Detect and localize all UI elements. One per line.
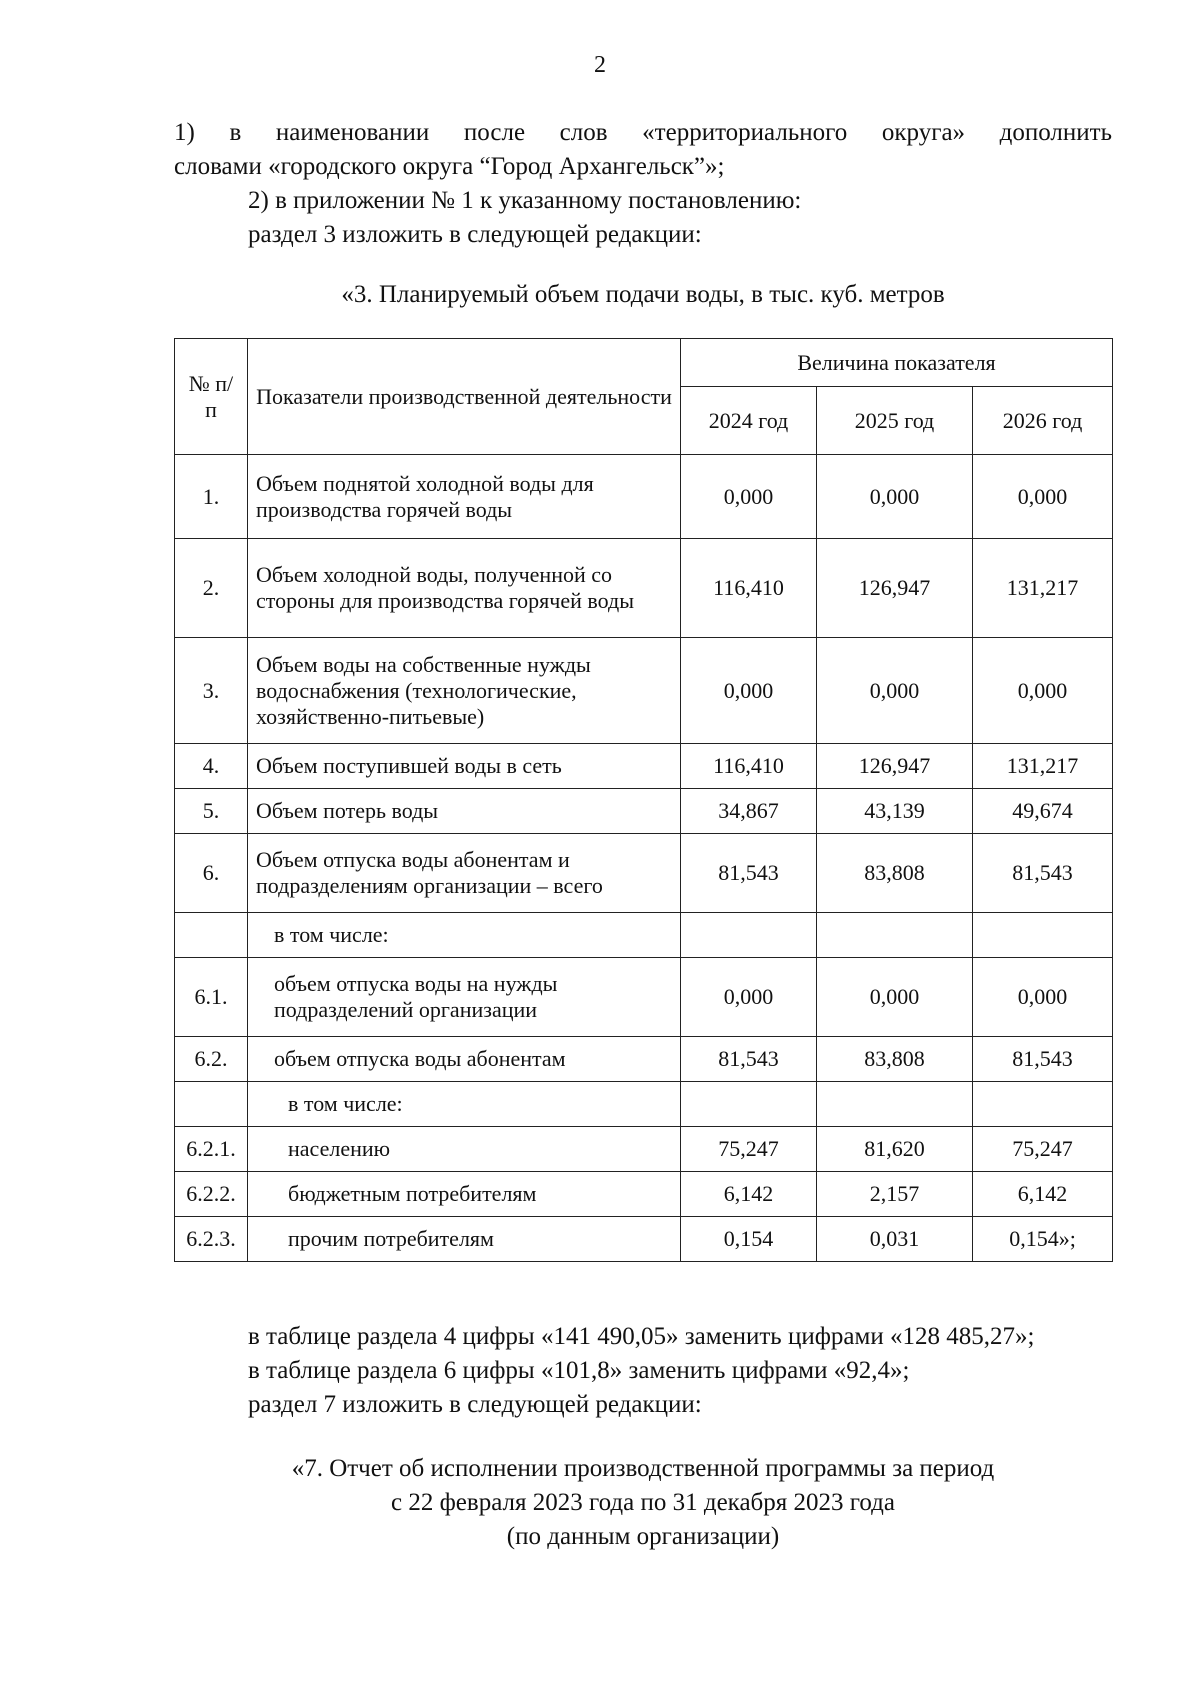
row-value-2024: 116,410 — [681, 744, 817, 789]
header-year: 2026 год — [973, 387, 1113, 455]
header-num: № п/п — [175, 339, 248, 455]
row-num: 6.1. — [175, 958, 248, 1037]
page-number: 2 — [594, 52, 606, 78]
row-value-2025: 0,000 — [817, 638, 973, 744]
after-table-line2: в таблице раздела 6 цифры «101,8» заменить цифрами «92,4»; — [248, 1357, 910, 1384]
table-row — [175, 744, 1113, 789]
row-indicator: Объем воды на собственные нужды водоснабжения (технологические, хозяйственно-питьевые) — [248, 638, 681, 744]
row-value-2025: 0,031 — [817, 1217, 973, 1262]
section7-title-line3: (по данным организации) — [506, 1523, 780, 1550]
row-value-2024: 0,000 — [681, 958, 817, 1037]
section7-title-line2: с 22 февраля 2023 года по 31 декабря 2023 года — [391, 1489, 895, 1516]
row-value-2026: 131,217 — [973, 744, 1113, 789]
intro-item1-line1: 1) в наименовании после слов «территориального округа» дополнить — [174, 119, 1112, 146]
table-row — [175, 834, 1113, 913]
row-num: 2. — [175, 539, 248, 638]
row-value-2025: 126,947 — [817, 744, 973, 789]
header-year: 2024 год — [681, 387, 817, 455]
row-value-2025: 0,000 — [817, 455, 973, 539]
row-value-2026 — [973, 1082, 1113, 1127]
table-row — [175, 638, 1113, 744]
row-value-2024 — [681, 1082, 817, 1127]
row-num: 6.2.3. — [175, 1217, 248, 1262]
intro-item1-line2: словами «городского округа “Город Архангельск”»; — [174, 153, 725, 180]
row-value-2025: 83,808 — [817, 834, 973, 913]
row-value-2026: 0,000 — [973, 958, 1113, 1037]
table-row — [175, 455, 1113, 539]
row-indicator: в том числе: — [248, 1082, 681, 1127]
row-num: 6.2.1. — [175, 1127, 248, 1172]
row-value-2026: 0,000 — [973, 455, 1113, 539]
table-row — [175, 1037, 1113, 1082]
table-row — [175, 1217, 1113, 1262]
row-num: 5. — [175, 789, 248, 834]
row-indicator: в том числе: — [248, 913, 681, 958]
row-value-2025: 43,139 — [817, 789, 973, 834]
row-value-2026: 131,217 — [973, 539, 1113, 638]
row-value-2025: 2,157 — [817, 1172, 973, 1217]
row-value-2024: 116,410 — [681, 539, 817, 638]
row-value-2025: 83,808 — [817, 1037, 973, 1082]
table-row — [175, 789, 1113, 834]
row-value-2024: 81,543 — [681, 834, 817, 913]
table-row — [175, 1082, 1113, 1127]
intro-item2: 2) в приложении № 1 к указанному постановлению: — [248, 187, 802, 214]
row-value-2024: 81,543 — [681, 1037, 817, 1082]
row-value-2025 — [817, 913, 973, 958]
row-num: 4. — [175, 744, 248, 789]
row-indicator: прочим потребителям — [248, 1217, 681, 1262]
water-supply-table — [174, 338, 1113, 1262]
row-value-2026: 0,154»; — [973, 1217, 1113, 1262]
row-value-2024 — [681, 913, 817, 958]
row-indicator: Объем холодной воды, полученной со стороны для производства горячей воды — [248, 539, 681, 638]
row-indicator: бюджетным потребителям — [248, 1172, 681, 1217]
section3-title: «3. Планируемый объем подачи воды, в тыс. куб. метров — [341, 281, 945, 308]
row-num: 6.2. — [175, 1037, 248, 1082]
table-row — [175, 539, 1113, 638]
table-row — [175, 913, 1113, 958]
row-num — [175, 913, 248, 958]
row-indicator: населению — [248, 1127, 681, 1172]
row-value-2024: 75,247 — [681, 1127, 817, 1172]
row-value-2026: 6,142 — [973, 1172, 1113, 1217]
row-num: 6.2.2. — [175, 1172, 248, 1217]
header-indicator: Показатели производственной деятельности — [248, 339, 681, 455]
row-value-2026: 0,000 — [973, 638, 1113, 744]
header-year: 2025 год — [817, 387, 973, 455]
row-value-2025: 81,620 — [817, 1127, 973, 1172]
table-row — [175, 1172, 1113, 1217]
row-value-2025 — [817, 1082, 973, 1127]
row-value-2024: 34,867 — [681, 789, 817, 834]
row-indicator: Объем потерь воды — [248, 789, 681, 834]
row-num: 1. — [175, 455, 248, 539]
header-value-group: Величина показателя — [681, 339, 1113, 387]
row-indicator: объем отпуска воды на нужды подразделений организации — [248, 958, 681, 1037]
row-value-2026 — [973, 913, 1113, 958]
row-value-2026: 81,543 — [973, 834, 1113, 913]
row-value-2025: 126,947 — [817, 539, 973, 638]
row-value-2026: 49,674 — [973, 789, 1113, 834]
after-table-line1: в таблице раздела 4 цифры «141 490,05» заменить цифрами «128 485,27»; — [248, 1323, 1035, 1350]
row-indicator: Объем поднятой холодной воды для производства горячей воды — [248, 455, 681, 539]
row-value-2025: 0,000 — [817, 958, 973, 1037]
row-value-2026: 81,543 — [973, 1037, 1113, 1082]
row-indicator: объем отпуска воды абонентам — [248, 1037, 681, 1082]
row-value-2024: 6,142 — [681, 1172, 817, 1217]
row-value-2024: 0,154 — [681, 1217, 817, 1262]
row-num — [175, 1082, 248, 1127]
after-table-line3: раздел 7 изложить в следующей редакции: — [248, 1391, 702, 1418]
row-indicator: Объем отпуска воды абонентам и подразделениям организации – всего — [248, 834, 681, 913]
table-row — [175, 1127, 1113, 1172]
row-value-2024: 0,000 — [681, 638, 817, 744]
row-value-2024: 0,000 — [681, 455, 817, 539]
row-indicator: Объем поступившей воды в сеть — [248, 744, 681, 789]
row-num: 6. — [175, 834, 248, 913]
row-value-2026: 75,247 — [973, 1127, 1113, 1172]
intro-item3: раздел 3 изложить в следующей редакции: — [248, 221, 702, 248]
row-num: 3. — [175, 638, 248, 744]
table-row — [175, 958, 1113, 1037]
section7-title-line1: «7. Отчет об исполнении производственной программы за период — [291, 1455, 995, 1482]
